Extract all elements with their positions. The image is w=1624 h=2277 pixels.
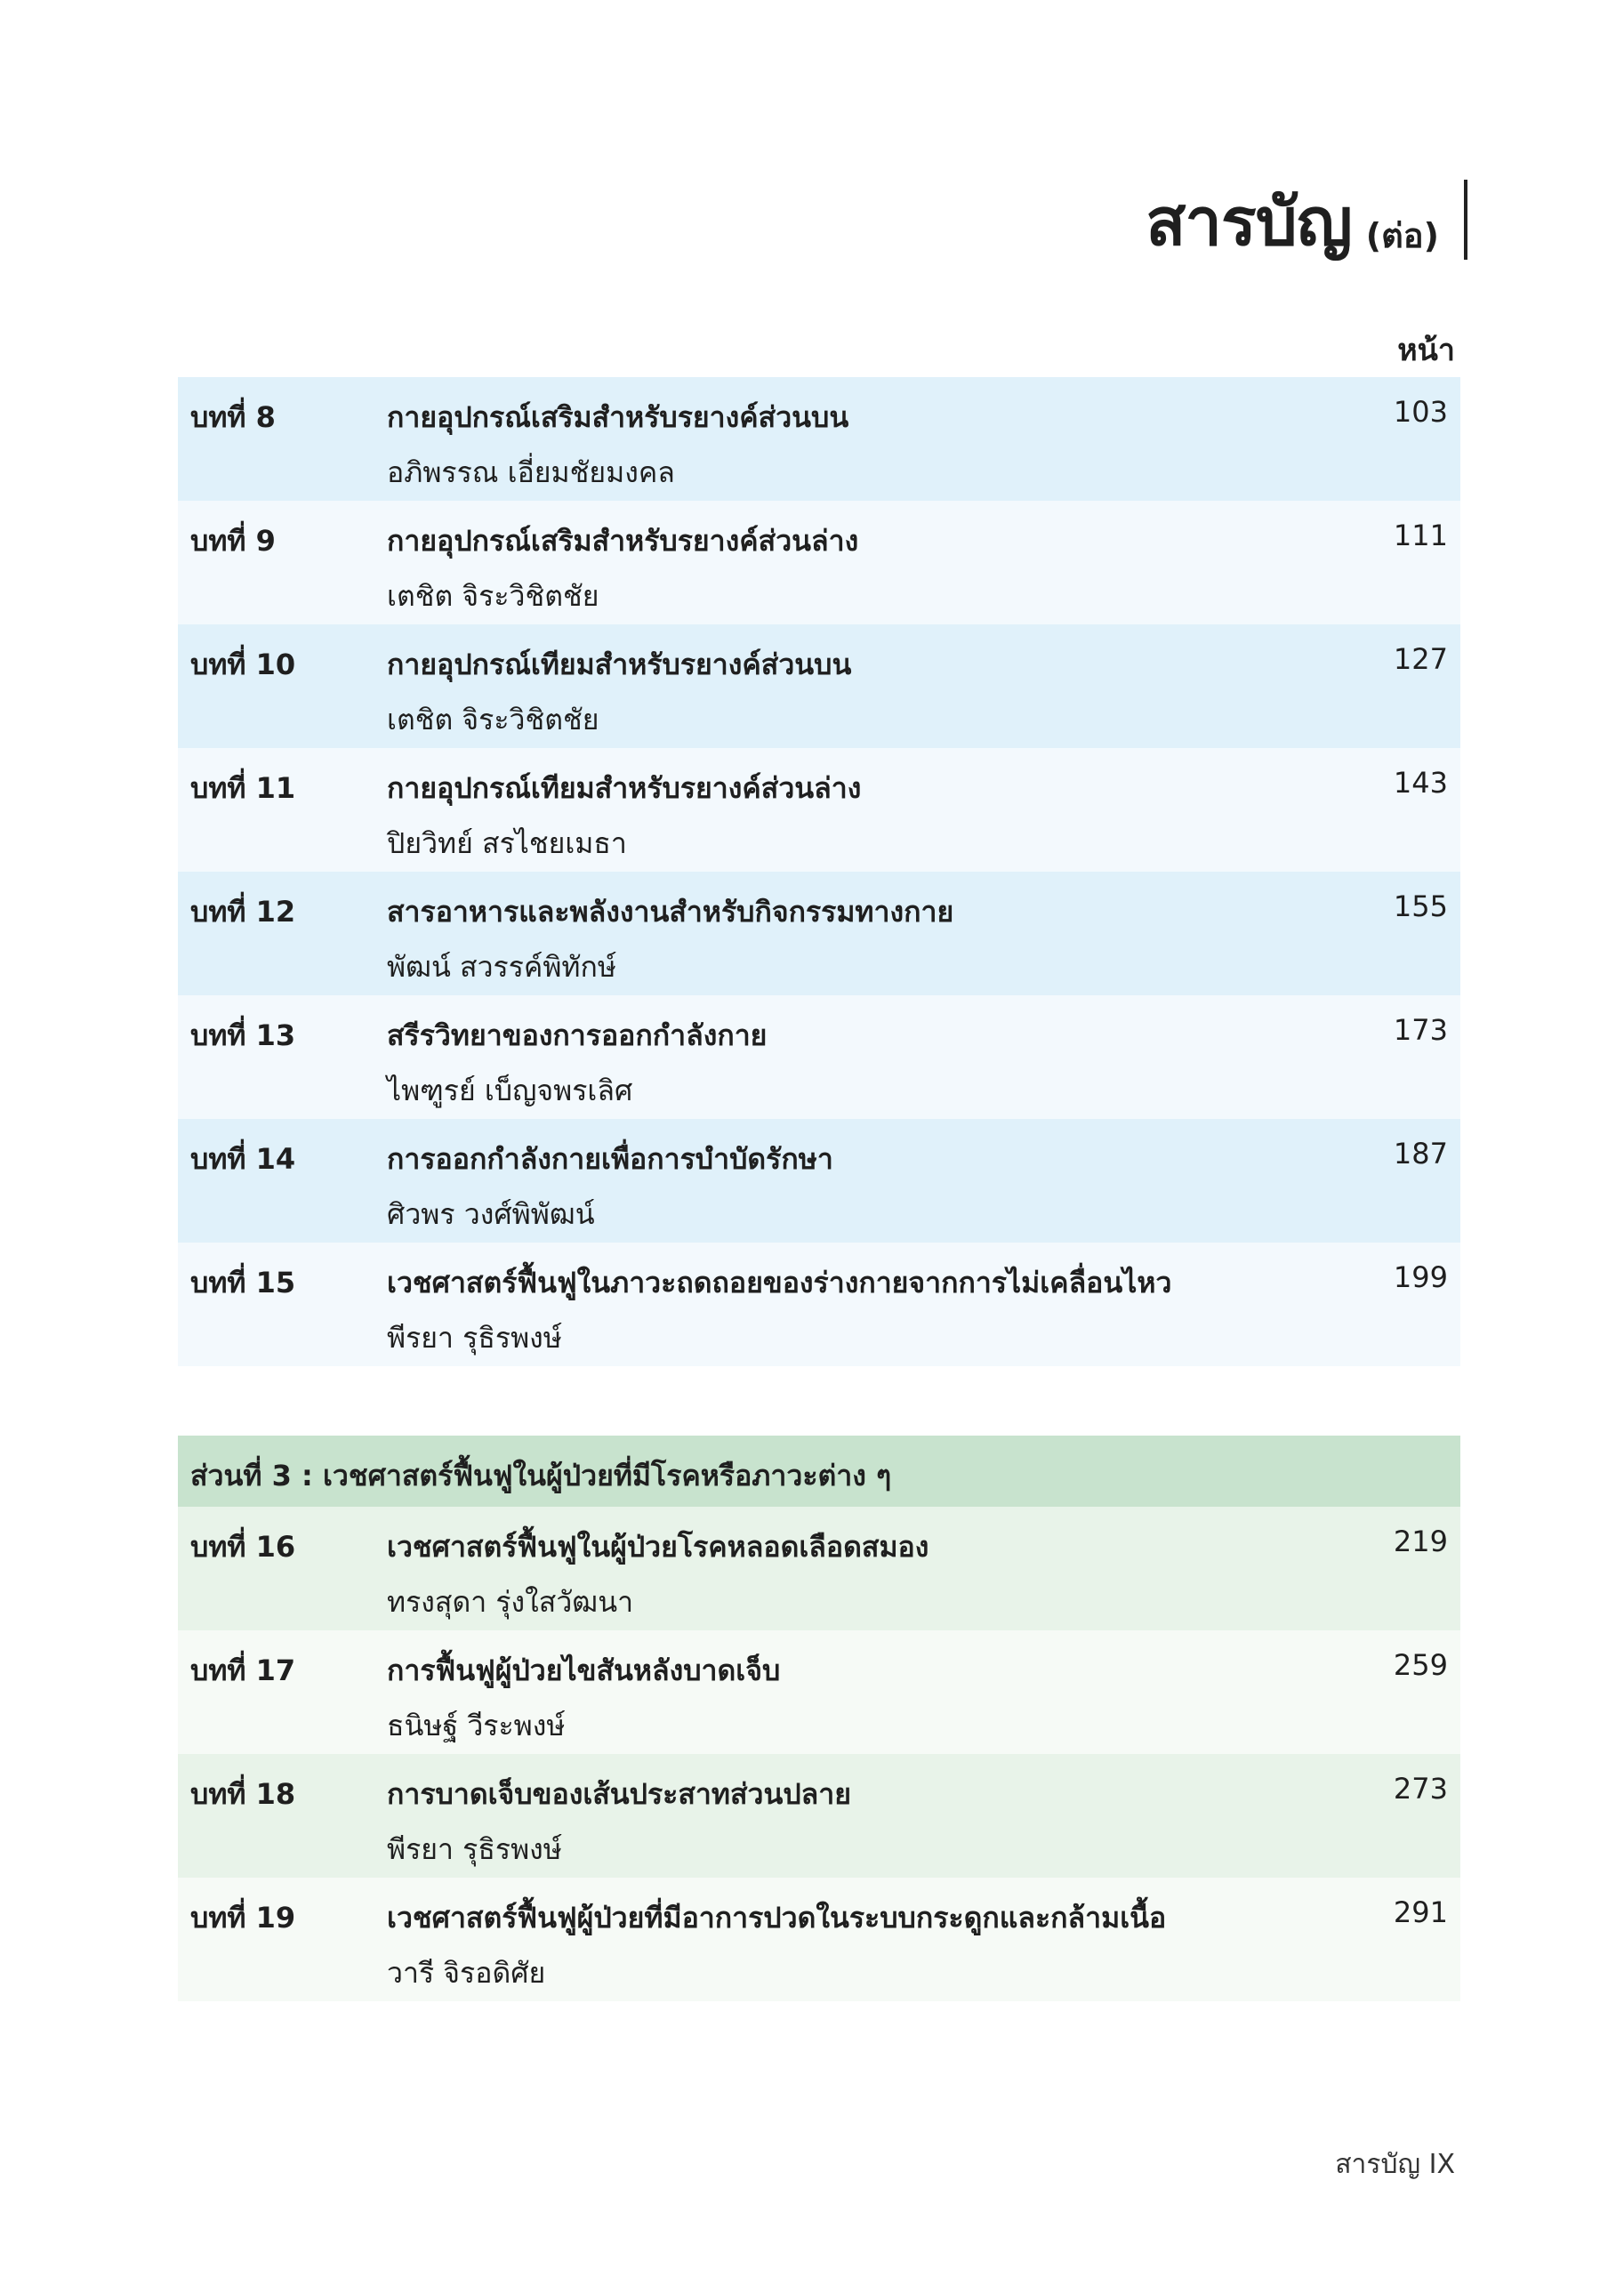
- chapter-author: พีรยา รุธิรพงษ์: [387, 1832, 562, 1866]
- toc-entry[interactable]: [178, 1243, 1460, 1366]
- chapter-page: 273: [1393, 1772, 1448, 1806]
- toc-entry[interactable]: [178, 624, 1460, 748]
- toc-entry[interactable]: [178, 995, 1460, 1119]
- chapter-author: ปิยวิทย์ สรไชยเมธา: [387, 826, 627, 860]
- chapter-page: 219: [1393, 1525, 1448, 1558]
- chapter-number: บทที่ 16: [190, 1530, 296, 1564]
- chapter-title: เวชศาสตร์ฟื้นฟูในภาวะถดถอยของร่างกายจากการไม่เคลื่อนไหว: [387, 1266, 1172, 1299]
- page-title-block: [1146, 178, 1467, 267]
- chapter-title: กายอุปกรณ์เทียมสำหรับรยางค์ส่วนบน: [387, 648, 852, 681]
- chapter-number: บทที่ 12: [190, 895, 296, 929]
- chapter-title: การบาดเจ็บของเส้นประสาทส่วนปลาย: [387, 1777, 851, 1811]
- toc-entry[interactable]: [178, 1878, 1460, 2001]
- chapter-author: พัฒน์ สวรรค์พิทักษ์: [387, 950, 616, 984]
- chapter-page: 187: [1393, 1137, 1448, 1171]
- chapter-author: พีรยา รุธิรพงษ์: [387, 1321, 562, 1355]
- toc-group-1: [178, 377, 1460, 1366]
- chapter-title: การฟื้นฟูผู้ป่วยไขสันหลังบาดเจ็บ: [387, 1653, 781, 1687]
- chapter-page: 259: [1393, 1648, 1448, 1682]
- chapter-author: ทรงสุดา รุ่งใสวัฒนา: [387, 1585, 634, 1619]
- toc-entry[interactable]: [178, 872, 1460, 995]
- page-footer: สารบัญ IX: [1335, 2149, 1455, 2180]
- toc-entry[interactable]: [178, 748, 1460, 872]
- chapter-title: สรีรวิทยาของการออกกำลังกาย: [387, 1018, 768, 1052]
- chapter-page: 127: [1393, 642, 1448, 676]
- chapter-number: บทที่ 18: [190, 1777, 296, 1811]
- chapter-author: ธนิษฐ์ วีระพงษ์: [387, 1709, 566, 1742]
- chapter-author: วารี จิรอดิศัย: [387, 1956, 546, 1990]
- chapter-page: 103: [1393, 395, 1448, 429]
- chapter-number: บทที่ 19: [190, 1901, 296, 1935]
- chapter-author: เตชิต จิระวิชิตชัย: [387, 703, 599, 736]
- chapter-number: บทที่ 15: [190, 1266, 296, 1299]
- page-title: สารบัญ: [1146, 184, 1352, 261]
- chapter-author: อภิพรรณ เอี่ยมชัยมงคล: [387, 455, 675, 489]
- chapter-author: เตชิต จิระวิชิตชัย: [387, 579, 599, 613]
- toc-entry[interactable]: [178, 1754, 1460, 1878]
- section-heading: [178, 1436, 1460, 1507]
- chapter-page: 291: [1393, 1895, 1448, 1929]
- page-title-suffix: (ต่อ): [1365, 216, 1439, 255]
- chapter-title: เวชศาสตร์ฟื้นฟูในผู้ป่วยโรคหลอดเลือดสมอง: [387, 1530, 929, 1564]
- chapter-number: บทที่ 14: [190, 1142, 296, 1176]
- chapter-number: บทที่ 17: [190, 1653, 296, 1687]
- chapter-title: เวชศาสตร์ฟื้นฟูผู้ป่วยที่มีอาการปวดในระบบกระดูกและกล้ามเนื้อ: [387, 1901, 1167, 1935]
- chapter-number: บทที่ 9: [190, 524, 276, 558]
- toc-section-3: [178, 1436, 1460, 2001]
- chapter-page: 155: [1393, 889, 1448, 923]
- toc-entry[interactable]: [178, 1507, 1460, 1630]
- chapter-page: 111: [1393, 519, 1448, 552]
- toc-entry[interactable]: [178, 1119, 1460, 1243]
- chapter-title: สารอาหารและพลังงานสำหรับกิจกรรมทางกาย: [387, 895, 954, 929]
- chapter-number: บทที่ 8: [190, 400, 276, 434]
- chapter-title: กายอุปกรณ์เสริมสำหรับรยางค์ส่วนล่าง: [387, 524, 859, 558]
- chapter-author: ไพฑูรย์ เบ็ญจพรเลิศ: [387, 1074, 633, 1107]
- toc-entry[interactable]: [178, 501, 1460, 624]
- toc-entry[interactable]: [178, 377, 1460, 501]
- chapter-number: บทที่ 13: [190, 1018, 296, 1052]
- chapter-number: บทที่ 11: [190, 771, 296, 805]
- chapter-page: 199: [1393, 1260, 1448, 1294]
- chapter-title: กายอุปกรณ์เทียมสำหรับรยางค์ส่วนล่าง: [387, 771, 862, 805]
- section-heading-text: ส่วนที่ 3 : เวชศาสตร์ฟื้นฟูในผู้ป่วยที่มีโรคหรือภาวะต่าง ๆ: [190, 1459, 892, 1493]
- chapter-page: 143: [1393, 766, 1448, 800]
- page-column-header: หน้า: [1397, 333, 1455, 368]
- toc-entry[interactable]: [178, 1630, 1460, 1754]
- chapter-author: ศิวพร วงศ์พิพัฒน์: [387, 1197, 595, 1231]
- chapter-page: 173: [1393, 1013, 1448, 1047]
- title-divider: [1464, 180, 1467, 260]
- chapter-number: บทที่ 10: [190, 648, 296, 681]
- chapter-title: การออกกำลังกายเพื่อการบำบัดรักษา: [387, 1142, 833, 1176]
- chapter-title: กายอุปกรณ์เสริมสำหรับรยางค์ส่วนบน: [387, 400, 849, 434]
